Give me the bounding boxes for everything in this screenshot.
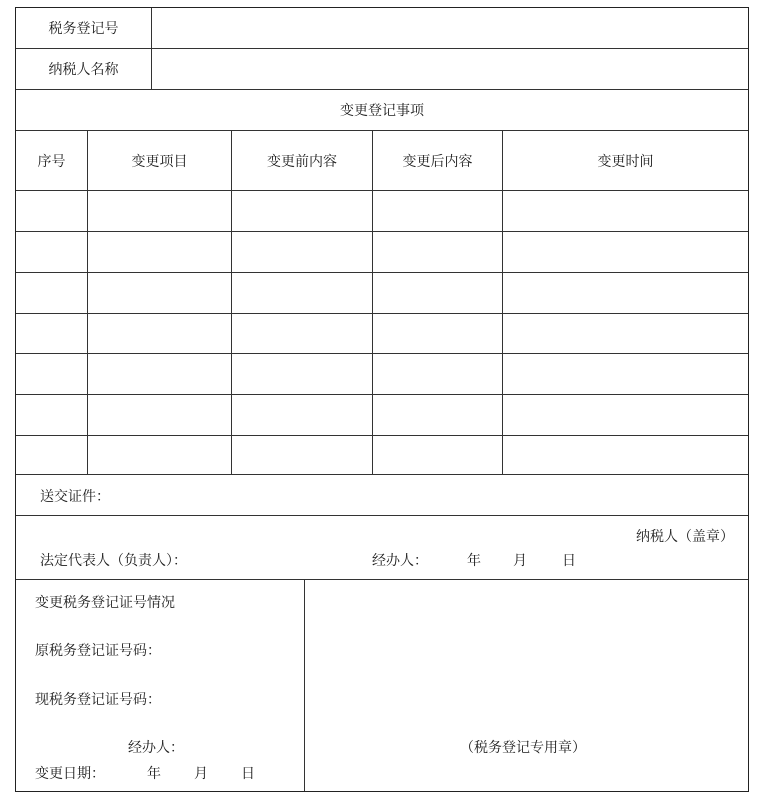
table-row bbox=[16, 273, 748, 314]
cell-before[interactable] bbox=[232, 273, 373, 313]
section-title: 变更登记事项 bbox=[340, 103, 424, 119]
cell-after[interactable] bbox=[373, 273, 503, 313]
taxpayer-name-label: 纳税人名称 bbox=[16, 49, 152, 89]
cell-item[interactable] bbox=[88, 232, 232, 272]
current-no-label: 现税务登记证号码： bbox=[35, 692, 161, 708]
cell-item[interactable] bbox=[88, 273, 232, 313]
handler-label: 经办人： bbox=[372, 553, 428, 569]
cell-index[interactable] bbox=[16, 232, 88, 272]
change-date-label: 变更日期： bbox=[35, 766, 105, 782]
table-row bbox=[16, 395, 748, 436]
original-no-label: 原税务登记证号码： bbox=[35, 643, 161, 659]
cell-item[interactable] bbox=[88, 436, 232, 474]
legal-rep-label: 法定代表人（负责人）： bbox=[40, 553, 187, 569]
section-title-row bbox=[16, 90, 748, 131]
cell-index[interactable] bbox=[16, 273, 88, 313]
table-row bbox=[16, 232, 748, 273]
cell-time[interactable] bbox=[503, 395, 748, 435]
cell-index[interactable] bbox=[16, 436, 88, 474]
taxpayer-name-row bbox=[16, 49, 748, 90]
bottom-day: 日 bbox=[241, 766, 255, 782]
cell-item[interactable] bbox=[88, 191, 232, 231]
cell-item[interactable] bbox=[88, 395, 232, 435]
cell-item[interactable] bbox=[88, 314, 232, 353]
cell-before[interactable] bbox=[232, 232, 373, 272]
cell-after[interactable] bbox=[373, 436, 503, 474]
documents-row bbox=[16, 475, 748, 516]
table-row bbox=[16, 191, 748, 232]
tax-reg-no-field[interactable] bbox=[152, 8, 748, 48]
cell-time[interactable] bbox=[503, 314, 748, 353]
signature-day: 日 bbox=[562, 553, 576, 569]
cell-before[interactable] bbox=[232, 314, 373, 353]
col-header-before: 变更前内容 bbox=[232, 131, 373, 190]
cell-time[interactable] bbox=[503, 273, 748, 313]
col-header-time: 变更时间 bbox=[597, 153, 654, 170]
bottom-handler-label: 经办人： bbox=[128, 740, 184, 756]
tax-reg-no-row bbox=[16, 8, 748, 49]
cell-index[interactable] bbox=[16, 354, 88, 394]
change-status-label: 变更税务登记证号情况 bbox=[35, 595, 175, 611]
col-header-after: 变更后内容 bbox=[373, 131, 503, 190]
signature-row bbox=[16, 516, 748, 580]
cell-time[interactable] bbox=[503, 191, 748, 231]
cell-after[interactable] bbox=[373, 232, 503, 272]
table-row bbox=[16, 314, 748, 354]
cell-after[interactable] bbox=[373, 314, 503, 353]
tax-registration-change-form bbox=[15, 7, 749, 792]
col-header-item: 变更项目 bbox=[88, 131, 232, 190]
cell-time[interactable] bbox=[503, 354, 748, 394]
cell-before[interactable] bbox=[232, 354, 373, 394]
bottom-divider bbox=[304, 580, 305, 791]
table-row bbox=[16, 354, 748, 395]
cell-index[interactable] bbox=[16, 314, 88, 353]
bottom-year: 年 bbox=[147, 766, 161, 782]
tax-reg-no-label: 税务登记号 bbox=[16, 8, 152, 48]
table-row bbox=[16, 436, 748, 475]
table-header-row bbox=[16, 131, 748, 191]
col-header-index: 序号 bbox=[16, 131, 88, 190]
tax-seal-label: （税务登记专用章） bbox=[460, 740, 586, 756]
signature-year: 年 bbox=[467, 553, 481, 569]
cell-after[interactable] bbox=[373, 354, 503, 394]
documents-label: 送交证件： bbox=[40, 489, 110, 505]
cell-before[interactable] bbox=[232, 191, 373, 231]
cell-item[interactable] bbox=[88, 354, 232, 394]
cell-before[interactable] bbox=[232, 436, 373, 474]
cell-before[interactable] bbox=[232, 395, 373, 435]
cell-time[interactable] bbox=[503, 232, 748, 272]
cell-time[interactable] bbox=[503, 436, 748, 474]
taxpayer-seal-label: 纳税人（盖章） bbox=[636, 529, 734, 545]
bottom-month: 月 bbox=[194, 766, 208, 782]
cell-index[interactable] bbox=[16, 191, 88, 231]
signature-month: 月 bbox=[513, 553, 527, 569]
cell-index[interactable] bbox=[16, 395, 88, 435]
taxpayer-name-field[interactable] bbox=[152, 49, 748, 89]
cell-after[interactable] bbox=[373, 191, 503, 231]
cell-after[interactable] bbox=[373, 395, 503, 435]
